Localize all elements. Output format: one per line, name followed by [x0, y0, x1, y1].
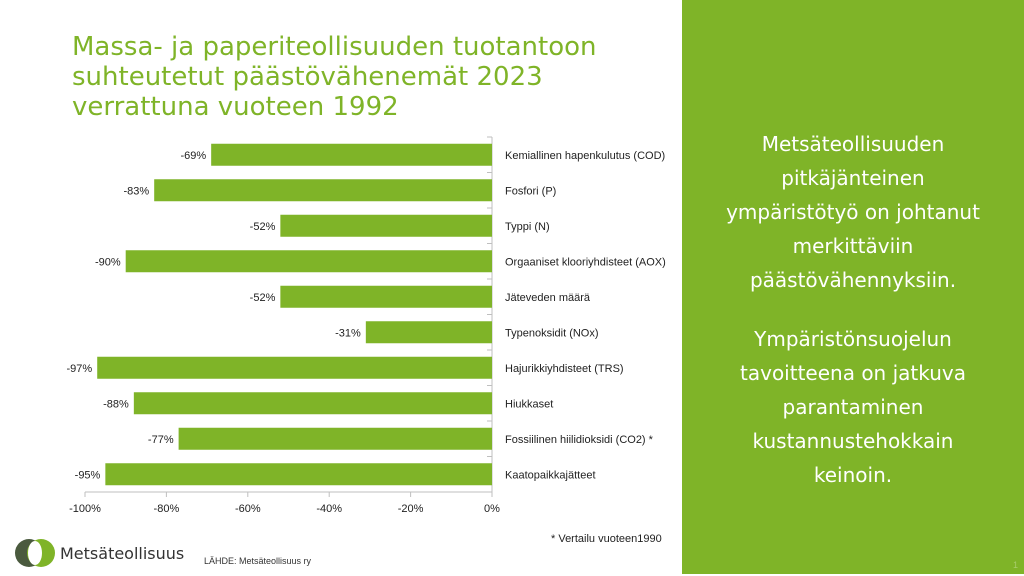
slide-number: 1 [1012, 560, 1018, 570]
panel-paragraph-1 [704, 127, 1002, 297]
category-label: Typpi (N) [505, 220, 550, 233]
footnote: * Vertailu vuoteen1990 [551, 533, 662, 545]
title-line-1: Massa- ja paperiteollisuuden tuotantoon [72, 32, 597, 62]
panel-p2-line-3: parantaminen [782, 395, 924, 419]
panel-p2-line-4: kustannustehokkain [752, 429, 954, 453]
logo-text: Metsäteollisuus [60, 544, 185, 563]
data-label: -90% [95, 256, 121, 269]
bar [366, 321, 492, 343]
bar [126, 250, 492, 272]
category-label: Hajurikkiyhdisteet (TRS) [505, 362, 624, 375]
panel-p1-line-2: pitkäjänteinen [781, 166, 925, 190]
x-tick-label: 0% [484, 503, 500, 515]
category-label: Jäteveden määrä [505, 291, 590, 304]
data-label: -69% [180, 149, 207, 162]
x-tick-label: -40% [316, 503, 343, 515]
source-note: LÄHDE: Metsäteollisuus ry [204, 556, 312, 566]
title-line-3: verrattuna vuoteen 1992 [72, 92, 399, 122]
bar [134, 392, 492, 414]
panel-p2-line-1: Ympäristönsuojelun [754, 327, 952, 351]
category-label: Kemiallinen hapenkulutus (COD) [505, 149, 666, 162]
x-tick-label: -80% [153, 503, 180, 515]
category-label: Orgaaniset klooriyhdisteet (AOX) [505, 256, 666, 269]
bar [280, 215, 492, 237]
panel-p1-line-3: ympäristötyö on johtanut [726, 200, 980, 224]
panel-p2-line-5: keinoin. [813, 463, 893, 487]
data-label: -52% [249, 291, 276, 304]
category-label: Fosfori (P) [505, 185, 557, 198]
data-label: -95% [74, 469, 101, 482]
x-tick-label: -20% [397, 503, 424, 515]
title-line-2: suhteutetut päästövähenemät 2023 [72, 62, 543, 92]
data-label: -52% [249, 220, 276, 233]
bar [211, 144, 492, 166]
data-label: -97% [66, 362, 93, 375]
category-label: Fossiilinen hiilidioksidi (CO2) * [505, 433, 653, 446]
data-label: -83% [123, 185, 150, 198]
panel-p1-line-4: merkittäviin [792, 234, 914, 258]
summary-panel [682, 0, 1024, 574]
data-label: -88% [103, 398, 129, 411]
leaf-logo-icon [14, 536, 56, 570]
bar [105, 463, 492, 485]
panel-paragraph-2 [704, 322, 1002, 492]
bar [280, 286, 492, 308]
panel-p1-line-5: päästövähennyksiin. [749, 268, 957, 292]
bar [154, 179, 492, 201]
x-tick-label: -60% [234, 503, 261, 515]
category-label: Hiukkaset [505, 398, 554, 411]
category-label: Typenoksidit (NOx) [505, 327, 599, 340]
category-label: Kaatopaikkajätteet [505, 469, 596, 482]
panel-p2-line-2: tavoitteena on jatkuva [740, 361, 966, 385]
bar [97, 357, 492, 379]
panel-p1-line-1: Metsäteollisuuden [761, 132, 945, 156]
company-logo [14, 536, 204, 570]
data-label: -77% [147, 433, 174, 446]
bar [179, 428, 492, 450]
data-label: -31% [335, 327, 361, 340]
x-tick-label: -100% [69, 503, 101, 515]
